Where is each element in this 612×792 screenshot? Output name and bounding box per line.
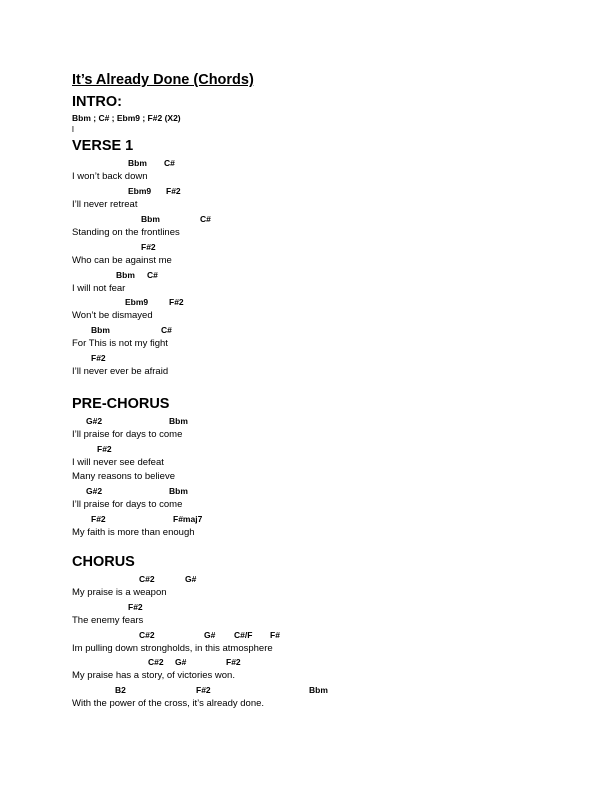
lyric-line: Standing on the frontlines: [72, 227, 180, 238]
chord-label: B2: [115, 685, 126, 695]
intro-heading: INTRO:: [72, 94, 122, 110]
chord-label: F#2: [166, 186, 181, 196]
chord-label: F#2: [97, 444, 112, 454]
chord-label: F#2: [91, 514, 106, 524]
chord-label: C#: [161, 325, 172, 335]
chord-label: G#: [185, 574, 197, 584]
chord-label: Bbm: [169, 416, 188, 426]
prechorus-heading: PRE-CHORUS: [72, 396, 170, 412]
song-title: It’s Already Done (Chords): [72, 72, 254, 88]
lyric-line: I’ll praise for days to come: [72, 499, 183, 510]
lyric-line: With the power of the cross, it’s already done.: [72, 698, 265, 709]
chord-label: Bbm: [169, 486, 188, 496]
intro-marker: l: [72, 124, 74, 134]
lyric-line: The enemy fears: [72, 615, 144, 626]
lyric-line: Won’t be dismayed: [72, 310, 153, 321]
chord-label: C#/F: [234, 630, 253, 640]
chord-label: Ebm9: [128, 186, 152, 196]
chord-label: C#: [164, 158, 175, 168]
lyric-line: I’ll never ever be afraid: [72, 366, 169, 377]
chord-label: C#2: [148, 657, 164, 667]
chord-label: F#2: [196, 685, 211, 695]
chord-label: C#2: [139, 574, 155, 584]
chord-label: G#: [175, 657, 187, 667]
lyric-line: Many reasons to believe: [72, 471, 175, 482]
chord-label: G#2: [86, 416, 103, 426]
verse1-heading: VERSE 1: [72, 138, 134, 154]
chord-label: F#2: [128, 602, 143, 612]
lyric-line: Im pulling down strongholds, in this atmosphere: [72, 643, 273, 654]
lyric-line: I will not fear: [72, 283, 126, 294]
lyric-line: My praise has a story, of victories won.: [72, 670, 235, 681]
chord-label: F#2: [91, 353, 106, 363]
lyric-line: My faith is more than enough: [72, 527, 195, 538]
chord-label: C#2: [139, 630, 155, 640]
lyric-line: Who can be against me: [72, 255, 172, 266]
chord-label: F#2: [141, 242, 156, 252]
chord-label: F#2: [226, 657, 241, 667]
chord-label: F#maj7: [173, 514, 203, 524]
chord-label: G#2: [86, 486, 103, 496]
chord-label: Bbm: [116, 270, 135, 280]
chord-label: G#: [204, 630, 216, 640]
chorus-heading: CHORUS: [72, 554, 135, 570]
lyric-line: I’ll never retreat: [72, 199, 138, 210]
chord-label: F#2: [169, 297, 184, 307]
intro-chords: Bbm ; C# ; Ebm9 ; F#2 (X2): [72, 113, 181, 123]
chord-label: Ebm9: [125, 297, 149, 307]
chord-label: Bbm: [309, 685, 328, 695]
lyric-line: For This is not my fight: [72, 338, 168, 349]
lyric-line: I won’t back down: [72, 171, 148, 182]
lyric-line: I’ll praise for days to come: [72, 429, 183, 440]
lyric-line: My praise is a weapon: [72, 587, 167, 598]
lyric-line: I will never see defeat: [72, 457, 164, 468]
chord-label: C#: [147, 270, 158, 280]
chord-label: F#: [270, 630, 280, 640]
chord-label: Bbm: [141, 214, 160, 224]
chord-label: C#: [200, 214, 211, 224]
chord-label: Bbm: [128, 158, 147, 168]
chord-label: Bbm: [91, 325, 110, 335]
